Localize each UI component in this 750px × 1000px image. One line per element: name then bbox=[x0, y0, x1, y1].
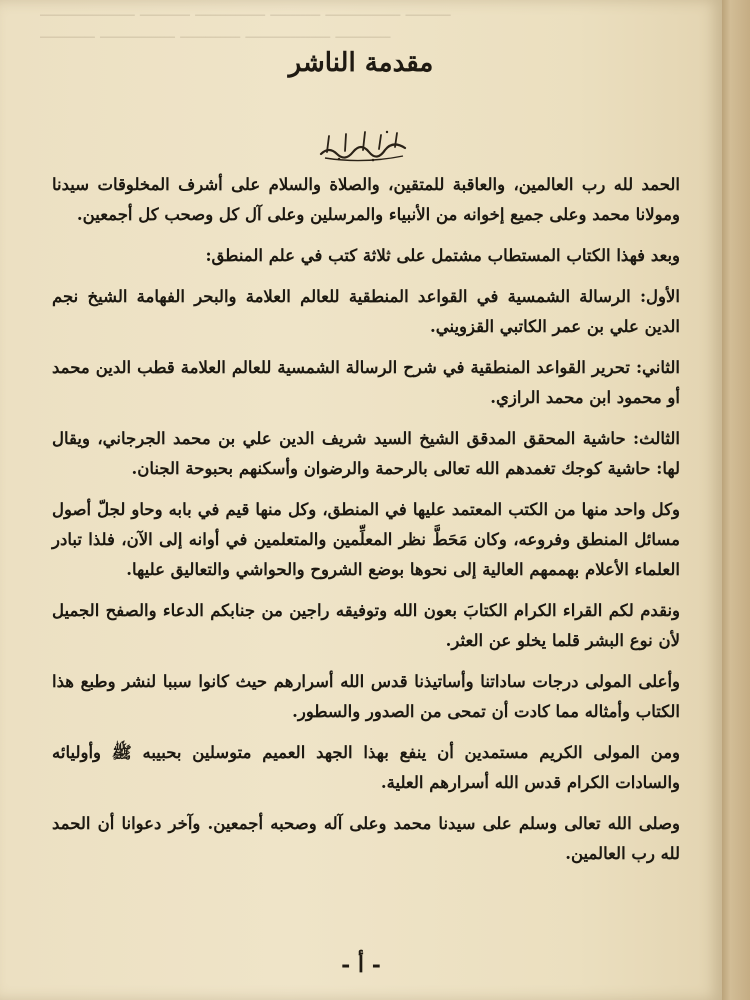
paragraph-first-book: الأول: الرسالة الشمسية في القواعد المنطقية للعالم العلامة والبحر الفهامة الشيخ نجم الدين علي بن عمر الكاتبي القزويني. bbox=[52, 287, 680, 336]
paragraph-praise: الحمد لله رب العالمين، والعاقبة للمتقين، والصلاة والسلام على أشرف المخلوقات سيدنا ومولانا محمد وعلى جميع إخوانه من الأنبياء والمرسلين وعلى آل كل وصحب كل أجمعين. bbox=[52, 175, 680, 224]
bleed-through-text: ـــــــــــــــــــ ــــــــــ ــــــــــــــ ــــــــــ ـــــــــــــــ ـــــــــ ـــــــــــ ـــــــــــــــ ــــــــــــ ـــــــــــــــــ ـــــــــــ bbox=[40, 1, 451, 43]
publisher-introduction bbox=[52, 170, 680, 880]
page-number: - أ - bbox=[341, 952, 381, 978]
paragraph-second-book: الثاني: تحرير القواعد المنطقية في شرح الرسالة الشمسية للعالم العلامة قطب الدين محمد أو محمود ابن محمد الرازي. bbox=[52, 358, 680, 407]
page-edge-shadow bbox=[722, 0, 750, 1000]
paragraph-teachers: وأعلى المولى درجات ساداتنا وأساتيذنا قدس الله أسرارهم حيث كانوا سببا لنشر وطبع هذا الكتاب وأمثاله مما كادت أن تمحى من الصدور والسطور. bbox=[52, 672, 680, 721]
paragraph-supplication: ومن المولى الكريم مستمدين أن ينفع بهذا الجهد العميم متوسلين بحبيبه ﷺ وأوليائه والسادات الكرام قدس الله أسرارهم العلية. bbox=[52, 743, 680, 792]
paragraph-presentation: ونقدم لكم القراء الكرام الكتابَ بعون الله وتوفيقه راجين من جنابكم الدعاء والصفح الجميل لأن نوع البشر قلما يخلو عن العثر. bbox=[52, 601, 680, 650]
paragraph-importance: وكل واحد منها من الكتب المعتمد عليها في المنطق، وكل منها قيم في بابه وحاو لجلّ أصول مسائل المنطق وفروعه، وكان مَحَطَّ نظر المعلِّمين والمتعلمين في أوانه إلى الآن، فلذا تبادر العلماء الأعلام بهممهم العالية إلى نحوها بوضع الشروح والحواشي والتعاليق عليها. bbox=[52, 500, 680, 579]
basmala-calligraphy bbox=[315, 124, 411, 164]
paragraph-closing: وصلى الله تعالى وسلم على سيدنا محمد وعلى آله وصحبه أجمعين. وآخر دعوانا أن الحمد لله رب العالمين. bbox=[52, 814, 680, 863]
page-title: مقدمة الناشر bbox=[288, 48, 434, 78]
paragraph-third-book: الثالث: حاشية المحقق المدقق الشيخ السيد شريف الدين علي بن محمد الجرجاني، ويقال لها: حاشية كوجك تغمدهم الله تعالى بالرحمة والرضوان وأسكنهم بحبوحة الجنان. bbox=[52, 429, 680, 478]
paragraph-overview: وبعد فهذا الكتاب المستطاب مشتمل على ثلاثة كتب في علم المنطق: bbox=[205, 246, 680, 265]
